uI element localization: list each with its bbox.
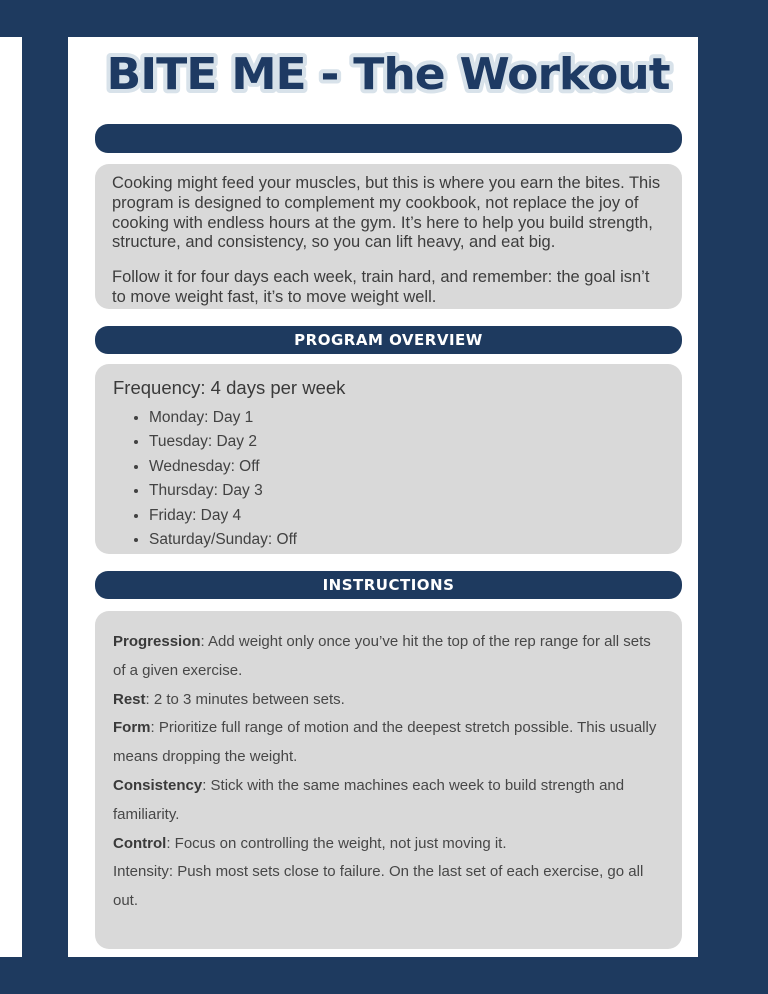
schedule-list bbox=[113, 406, 664, 553]
intro-box bbox=[95, 164, 682, 309]
instruction-label-rest: Rest bbox=[113, 690, 146, 708]
instruction-item-control bbox=[113, 830, 664, 859]
instructions-box bbox=[95, 611, 682, 949]
schedule-item-friday: • Friday: Day 4 bbox=[149, 504, 664, 528]
frame-right-border bbox=[698, 36, 768, 958]
program-overview-header-label: PROGRAM OVERVIEW bbox=[294, 331, 483, 349]
instruction-label-intensity: Intensity bbox=[113, 863, 169, 881]
intro-paragraph-2: Follow it for four days each week, train hard, and remember: the goal isn’t to move weight fast, it’s to move weight well. bbox=[112, 268, 650, 306]
instruction-text-control: : Focus on controlling the weight, not just moving it. bbox=[166, 834, 507, 852]
instruction-label-form: Form bbox=[113, 719, 151, 737]
instruction-text-rest: : 2 to 3 minutes between sets. bbox=[145, 690, 345, 708]
instructions-header bbox=[95, 571, 682, 599]
intro-paragraph-1: Cooking might feed your muscles, but this is where you earn the bites. This program is designed to complement my cookbook, not replace the joy of cooking with endless hours at the gym. It’s here to help you build strength, structure, and consistency, so you can lift heavy, and eat big. bbox=[112, 174, 661, 252]
instruction-label-consistency: Consistency bbox=[113, 776, 203, 794]
instruction-text-intensity: : Push most sets close to failure. On the last set of each exercise, go all out. bbox=[113, 863, 644, 910]
title-block bbox=[95, 41, 682, 105]
instruction-text-progression: : Add weight only once you’ve hit the top of the rep range for all sets of a given exercise. bbox=[113, 633, 651, 679]
page-title: BITE ME - The Workout bbox=[106, 49, 671, 100]
program-overview-header bbox=[95, 326, 682, 354]
instruction-item-intensity bbox=[113, 858, 664, 916]
instruction-item-rest bbox=[113, 686, 664, 715]
instructions-header-label: INSTRUCTIONS bbox=[322, 576, 455, 594]
title-underline-bar bbox=[95, 124, 682, 153]
instruction-item-form bbox=[113, 714, 664, 772]
instruction-text-consistency: : Stick with the same machines each week to build strength and familiarity. bbox=[113, 776, 625, 823]
instruction-item-progression bbox=[113, 628, 664, 686]
frame-left-border bbox=[22, 36, 68, 958]
schedule-item-thursday: • Thursday: Day 3 bbox=[149, 479, 664, 503]
program-overview-box bbox=[95, 364, 682, 554]
schedule-item-tuesday: • Tuesday: Day 2 bbox=[149, 430, 664, 454]
schedule-item-wednesday: • Wednesday: Off bbox=[149, 455, 664, 479]
instruction-text-form: : Prioritize full range of motion and the deepest stretch possible. This usually means dropping the weight. bbox=[113, 719, 657, 766]
frequency-heading: Frequency: 4 days per week bbox=[113, 377, 346, 398]
schedule-item-weekend: • Saturday/Sunday: Off bbox=[149, 528, 664, 552]
instruction-label-progression: Progression bbox=[113, 633, 201, 650]
frame-top-border bbox=[0, 0, 768, 37]
frame-bottom-border bbox=[0, 957, 768, 994]
instruction-item-consistency bbox=[113, 772, 664, 830]
instruction-label-control: Control bbox=[113, 834, 167, 852]
schedule-item-monday: • Monday: Day 1 bbox=[149, 406, 664, 430]
paper bbox=[68, 37, 698, 957]
